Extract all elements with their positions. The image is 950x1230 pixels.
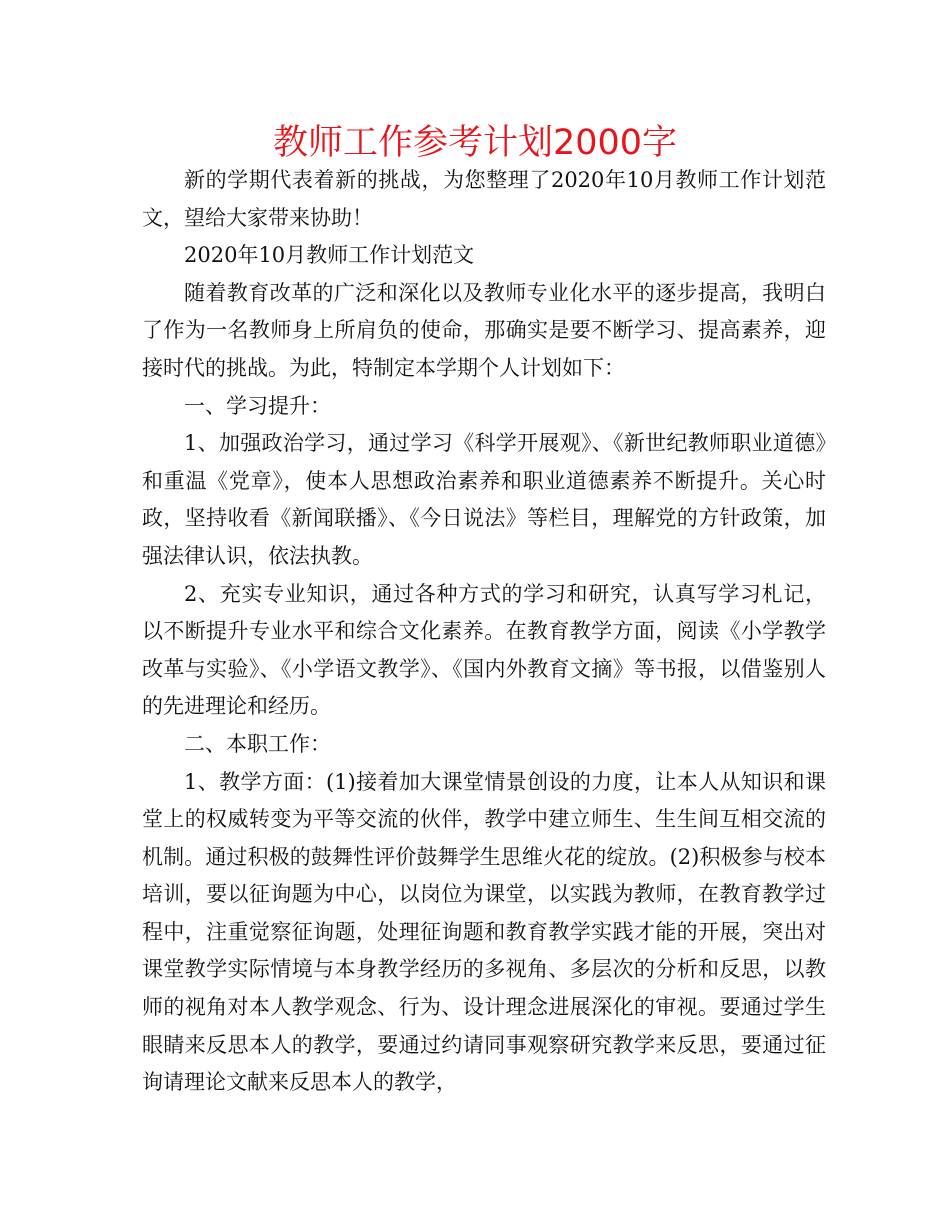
section-heading-learning: 一、学习提升： — [184, 393, 331, 418]
paragraph-work-1: 1、教学方面：(1)接着加大课堂情景创设的力度，让本人从知识和课堂上的权威转变为平等交流的伙伴，教学中建立师生、生生间互相交流的机制。通过积极的鼓舞性评价鼓舞学生思维火花的绽放。(2)积极参与校本培训，要以征询题为中心，以岗位为课堂，以实践为教师，在教育教学过程中，注重觉察征询题，处理征询题和教育教学实践才能的开展，突出对课堂教学实际情境与本身教学经历的多视角、多层次的分析和反思，以教师的视角对本人教学观念、行为、设计理念进展深化的审视。要通过学生眼睛来反思本人的教学，要通过约请同事观察研究教学来反思，要通过征询请理论文献来反思本人的教学， — [142, 769, 826, 1095]
paragraph-intro: 新的学期代表着新的挑战，为您整理了2020年10月教师工作计划范文，望给大家带来协助！ — [142, 168, 826, 230]
document-title: 教师工作参考计划2000字 — [272, 123, 678, 163]
paragraph-learning-1: 1、加强政治学习，通过学习《科学开展观》、《新世纪教师职业道德》和重温《党章》，使本人思想政治素养和职业道德素养不断提升。关心时政，坚持收看《新闻联播》、《今日说法》等栏目，理解党的方针政策，加强法律认识，依法执教。 — [142, 431, 826, 568]
paragraph-learning-2: 2、充实专业知识，通过各种方式的学习和研究，认真写学习札记，以不断提升专业水平和综合文化素养。在教育教学方面，阅读《小学教学改革与实验》、《小学语文教学》、《国内外教育文摘》等书报，以借鉴别人的先进理论和经历。 — [142, 581, 826, 719]
paragraph-preface: 随着教育改革的广泛和深化以及教师专业化水平的逐步提高，我明白了作为一名教师身上所肩负的使命，那确实是要不断学习、提高素养，迎接时代的挑战。为此，特制定本学期个人计划如下： — [142, 280, 826, 380]
paragraph-subtitle: 2020年10月教师工作计划范文 — [184, 243, 475, 268]
document-body — [142, 162, 826, 1102]
section-heading-work: 二、本职工作： — [184, 731, 331, 756]
